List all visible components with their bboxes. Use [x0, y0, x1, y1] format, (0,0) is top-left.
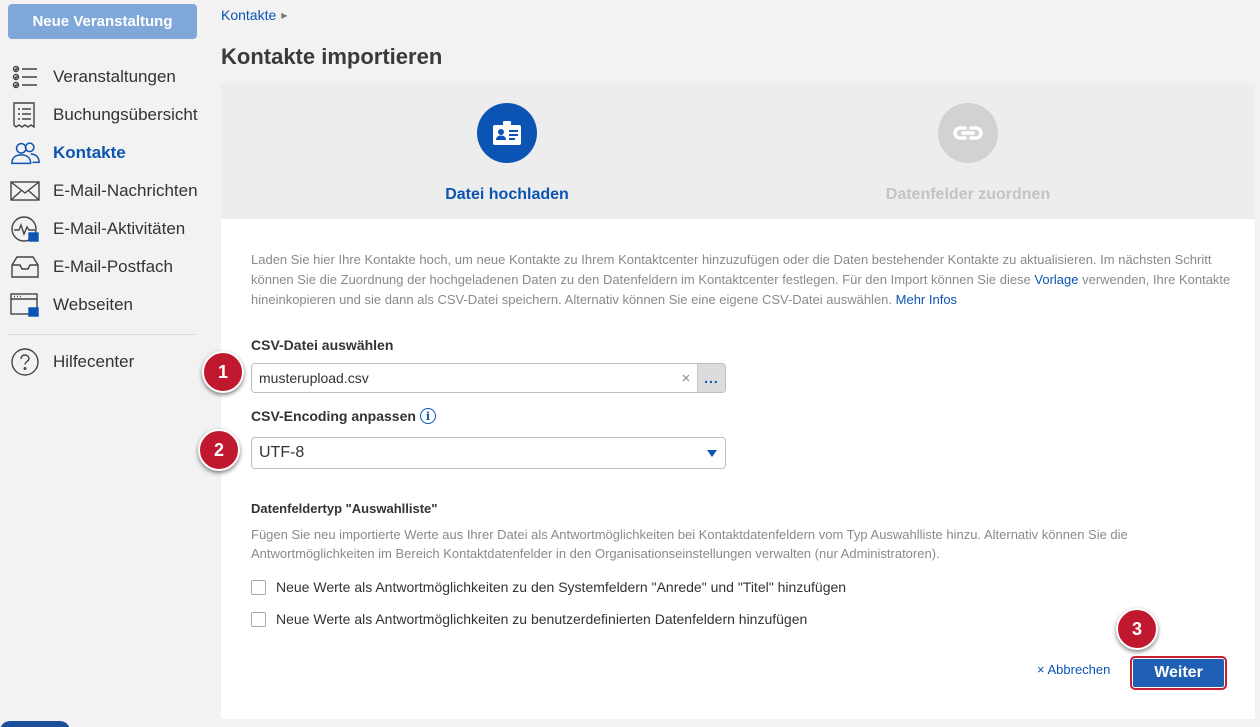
sidebar-item-kontakte[interactable] — [0, 134, 205, 172]
encoding-label — [251, 408, 436, 424]
sidebar-nav — [0, 58, 205, 324]
encoding-label-text: CSV-Encoding anpassen — [251, 408, 416, 424]
help-section — [0, 343, 205, 381]
sidebar-item-label: Hilfecenter — [53, 352, 135, 371]
sidebar — [0, 0, 205, 727]
intro-text-part: verwenden, Ihre Kontakte hineinkopieren und sie dann als CSV-Datei speichern. Alternativ können Sie eine eigene CSV-Datei auswählen. — [251, 272, 1231, 307]
breadcrumb — [221, 7, 287, 23]
breadcrumb-link-kontakte[interactable]: Kontakte — [221, 7, 277, 23]
contact-card-icon — [477, 103, 537, 163]
chevron-down-icon — [699, 450, 725, 457]
step-map-fields — [838, 84, 1098, 204]
link-icon — [938, 103, 998, 163]
csv-file-label: CSV-Datei auswählen — [251, 337, 394, 353]
new-event-button[interactable]: Neue Veranstaltung — [8, 4, 197, 39]
intro-text-part: Laden Sie hier Ihre Kontakte hoch, um neue Kontakte zu Ihrem Kontaktcenter hinzuzufügen oder die Daten bestehender Kontakte zu aktualisieren. Im nächsten Schritt können Sie die Zuordnung der hochgeladenen Daten zu den Datenfeldern im Kontaktcenter festlegen. Für den Import können Sie diese — [251, 252, 1212, 287]
import-card — [221, 84, 1255, 719]
step-marker-2: 2 — [198, 429, 240, 471]
sidebar-item-label: E-Mail-Nachrichten — [53, 181, 198, 200]
sidebar-item-label: E-Mail-Postfach — [53, 257, 173, 276]
template-link[interactable]: Vorlage — [1034, 272, 1079, 287]
option-label: Neue Werte als Antwortmöglichkeiten zu benutzerdefinierten Datenfeldern hinzufügen — [276, 611, 808, 627]
info-icon[interactable]: i — [420, 408, 436, 424]
step-upload — [377, 84, 637, 204]
wizard-steps — [221, 84, 1255, 219]
sidebar-item-email-nachrichten[interactable] — [0, 172, 205, 210]
more-info-link[interactable]: Mehr Infos — [895, 292, 958, 307]
step-marker-3: 3 — [1116, 608, 1158, 650]
csv-file-value: musterupload.csv — [259, 370, 369, 386]
step-label: Datei hochladen — [445, 186, 569, 203]
checkbox[interactable] — [251, 580, 266, 595]
option-system-fields[interactable] — [251, 579, 846, 595]
email-activity-icon — [10, 215, 42, 243]
sidebar-item-email-aktivitaeten[interactable] — [0, 210, 205, 248]
encoding-select[interactable] — [251, 437, 726, 469]
option-custom-fields[interactable] — [251, 611, 807, 627]
picklist-title: Datenfeldertyp "Auswahlliste" — [251, 501, 438, 516]
step-label: Datenfelder zuordnen — [885, 186, 1051, 203]
checkbox[interactable] — [251, 612, 266, 627]
sidebar-item-label: E-Mail-Aktivitäten — [53, 219, 186, 238]
clear-icon[interactable]: × — [681, 369, 691, 387]
sidebar-item-label: Kontakte — [53, 143, 126, 162]
receipt-list-icon — [10, 101, 42, 129]
sidebar-item-label: Veranstaltungen — [53, 67, 176, 86]
sidebar-item-email-postfach[interactable] — [0, 248, 205, 286]
help-icon — [10, 348, 42, 376]
bottom-widget[interactable] — [0, 721, 70, 727]
intro-text — [251, 250, 1241, 310]
checklist-icon — [10, 63, 42, 91]
sidebar-item-hilfecenter[interactable] — [0, 343, 205, 381]
envelope-icon — [10, 177, 42, 205]
next-button[interactable]: Weiter — [1130, 656, 1227, 690]
inbox-tray-icon — [10, 253, 42, 281]
csv-file-input[interactable] — [251, 363, 726, 393]
sidebar-item-buchungsuebersicht[interactable] — [0, 96, 205, 134]
option-label: Neue Werte als Antwortmöglichkeiten zu den Systemfeldern "Anrede" und "Titel" hinzufügen — [276, 579, 847, 595]
contacts-icon — [10, 139, 42, 167]
page-title: Kontakte importieren — [221, 44, 443, 69]
sidebar-divider — [8, 334, 196, 335]
cancel-button[interactable]: × Abbrechen — [1037, 662, 1111, 677]
sidebar-item-veranstaltungen[interactable] — [0, 58, 205, 96]
sidebar-item-label: Buchungsübersicht — [53, 105, 198, 124]
picklist-description: Fügen Sie neu importierte Werte aus Ihrer Datei als Antwortmöglichkeiten bei Kontaktdatenfeldern vom Typ Auswahlliste hinzu. Alternativ können Sie die Antwortmöglichkeiten im Bereich Kontaktdatenfelder in den Organisationseinstellungen verwalten (nur Administratoren). — [251, 527, 1128, 561]
webpage-lock-icon — [10, 291, 42, 319]
breadcrumb-caret-icon: ▶ — [281, 10, 288, 20]
step-marker-1: 1 — [202, 351, 244, 393]
sidebar-item-label: Webseiten — [53, 295, 134, 314]
sidebar-item-webseiten[interactable] — [0, 286, 205, 324]
browse-file-button[interactable]: ... — [697, 364, 725, 392]
encoding-value: UTF-8 — [259, 444, 305, 461]
